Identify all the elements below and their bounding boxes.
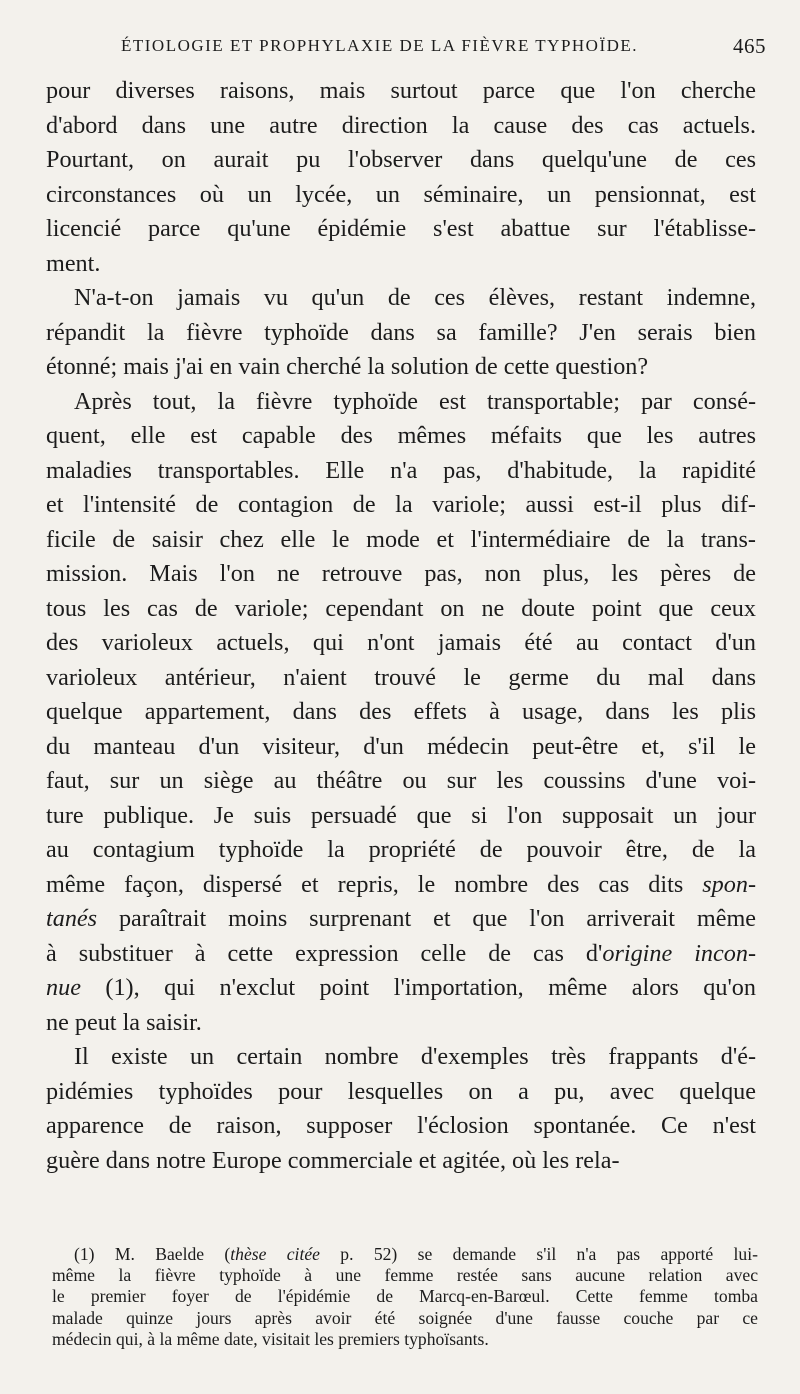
text-line: licencié parce qu'une épidémie s'est abattue sur l'établisse- bbox=[46, 215, 756, 242]
footnote-line: médecin qui, à la même date, visitait les premiers typhoïsants. bbox=[52, 1328, 489, 1349]
text-line: étonné; mais j'ai en vain cherché la solution de cette question? bbox=[46, 353, 649, 380]
text-line: varioleux antérieur, n'aient trouvé le germe du mal dans bbox=[46, 663, 756, 691]
text-line: Après tout, la fièvre typhoïde est transportable; par consé- bbox=[74, 387, 756, 415]
text-line: quelque appartement, dans des effets à usage, dans les plis bbox=[46, 698, 756, 725]
text-line: faut, sur un siège au théâtre ou sur les coussins d'une voi- bbox=[46, 767, 756, 794]
paragraph bbox=[46, 1040, 756, 1178]
text-line: quent, elle est capable des mêmes méfaits que les autres bbox=[46, 422, 756, 449]
text-line: Pourtant, on aurait pu l'observer dans quelqu'une de ces bbox=[46, 146, 756, 173]
text-line: nue (1), qui n'exclut point l'importation, même alors qu'on bbox=[46, 974, 756, 1001]
text-line: Il existe un certain nombre d'exemples très frappants d'é- bbox=[74, 1043, 756, 1070]
text-line: pidémies typhoïdes pour lesquelles on a pu, avec quelque bbox=[46, 1077, 756, 1105]
text-line: des varioleux actuels, qui n'ont jamais été au contact d'un bbox=[46, 629, 756, 656]
text-line: répandit la fièvre typhoïde dans sa famille? J'en serais bien bbox=[46, 318, 756, 346]
paragraph bbox=[46, 74, 756, 281]
running-title: ÉTIOLOGIE ET PROPHYLAXIE DE LA FIÈVRE TYPHOÏDE. bbox=[121, 36, 639, 55]
text-line: du manteau d'un visiteur, d'un médecin peut-être et, s'il le bbox=[46, 732, 756, 760]
text-line: ture publique. Je suis persuadé que si l'on supposait un jour bbox=[46, 801, 756, 829]
text-line: ficile de saisir chez elle le mode et l'intermédiaire de la trans- bbox=[46, 525, 756, 553]
paragraph bbox=[46, 281, 756, 385]
text-line: apparence de raison, supposer l'éclosion spontanée. Ce n'est bbox=[46, 1112, 756, 1139]
footnote-line: (1) M. Baelde (thèse citée p. 52) se demande s'il n'a pas apporté lui- bbox=[74, 1244, 758, 1264]
paragraph bbox=[46, 385, 756, 1041]
text-line: mission. Mais l'on ne retrouve pas, non plus, les pères de bbox=[46, 560, 756, 587]
page-number: 465 bbox=[733, 34, 766, 58]
text-line: N'a-t-on jamais vu qu'un de ces élèves, restant indemne, bbox=[74, 284, 756, 311]
text-line: à substituer à cette expression celle de cas d'origine incon- bbox=[46, 939, 756, 967]
main-text bbox=[46, 74, 756, 1178]
text-line: guère dans notre Europe commerciale et agitée, où les rela- bbox=[46, 1146, 620, 1174]
text-line: et l'intensité de contagion de la variole; aussi est-il plus dif- bbox=[46, 491, 756, 518]
footnote-line: même la fièvre typhoïde à une femme restée sans aucune relation avec bbox=[52, 1265, 758, 1286]
text-line: même façon, dispersé et repris, le nombre des cas dits spon- bbox=[46, 870, 756, 898]
text-line: d'abord dans une autre direction la cause des cas actuels. bbox=[46, 111, 756, 139]
text-line: maladies transportables. Elle n'a pas, d'habitude, la rapidité bbox=[46, 456, 756, 484]
text-line: tanés paraîtrait moins surprenant et que l'on arriverait même bbox=[46, 905, 756, 932]
text-line: circonstances où un lycée, un séminaire, un pensionnat, est bbox=[46, 180, 756, 208]
text-line: ne peut la saisir. bbox=[46, 1008, 202, 1036]
footnote-line: malade quinze jours après avoir été soignée d'une fausse couche par ce bbox=[52, 1307, 758, 1328]
text-line: tous les cas de variole; cependant on ne doute point que ceux bbox=[46, 594, 756, 622]
text-line: au contagium typhoïde la propriété de pouvoir être, de la bbox=[46, 836, 756, 863]
text-line: ment. bbox=[46, 249, 101, 277]
text-line: pour diverses raisons, mais surtout parce que l'on cherche bbox=[46, 77, 756, 104]
footnote-line: le premier foyer de l'épidémie de Marcq-en-Barœul. Cette femme tomba bbox=[52, 1286, 758, 1307]
footnote bbox=[52, 1244, 758, 1350]
running-header bbox=[46, 36, 766, 66]
